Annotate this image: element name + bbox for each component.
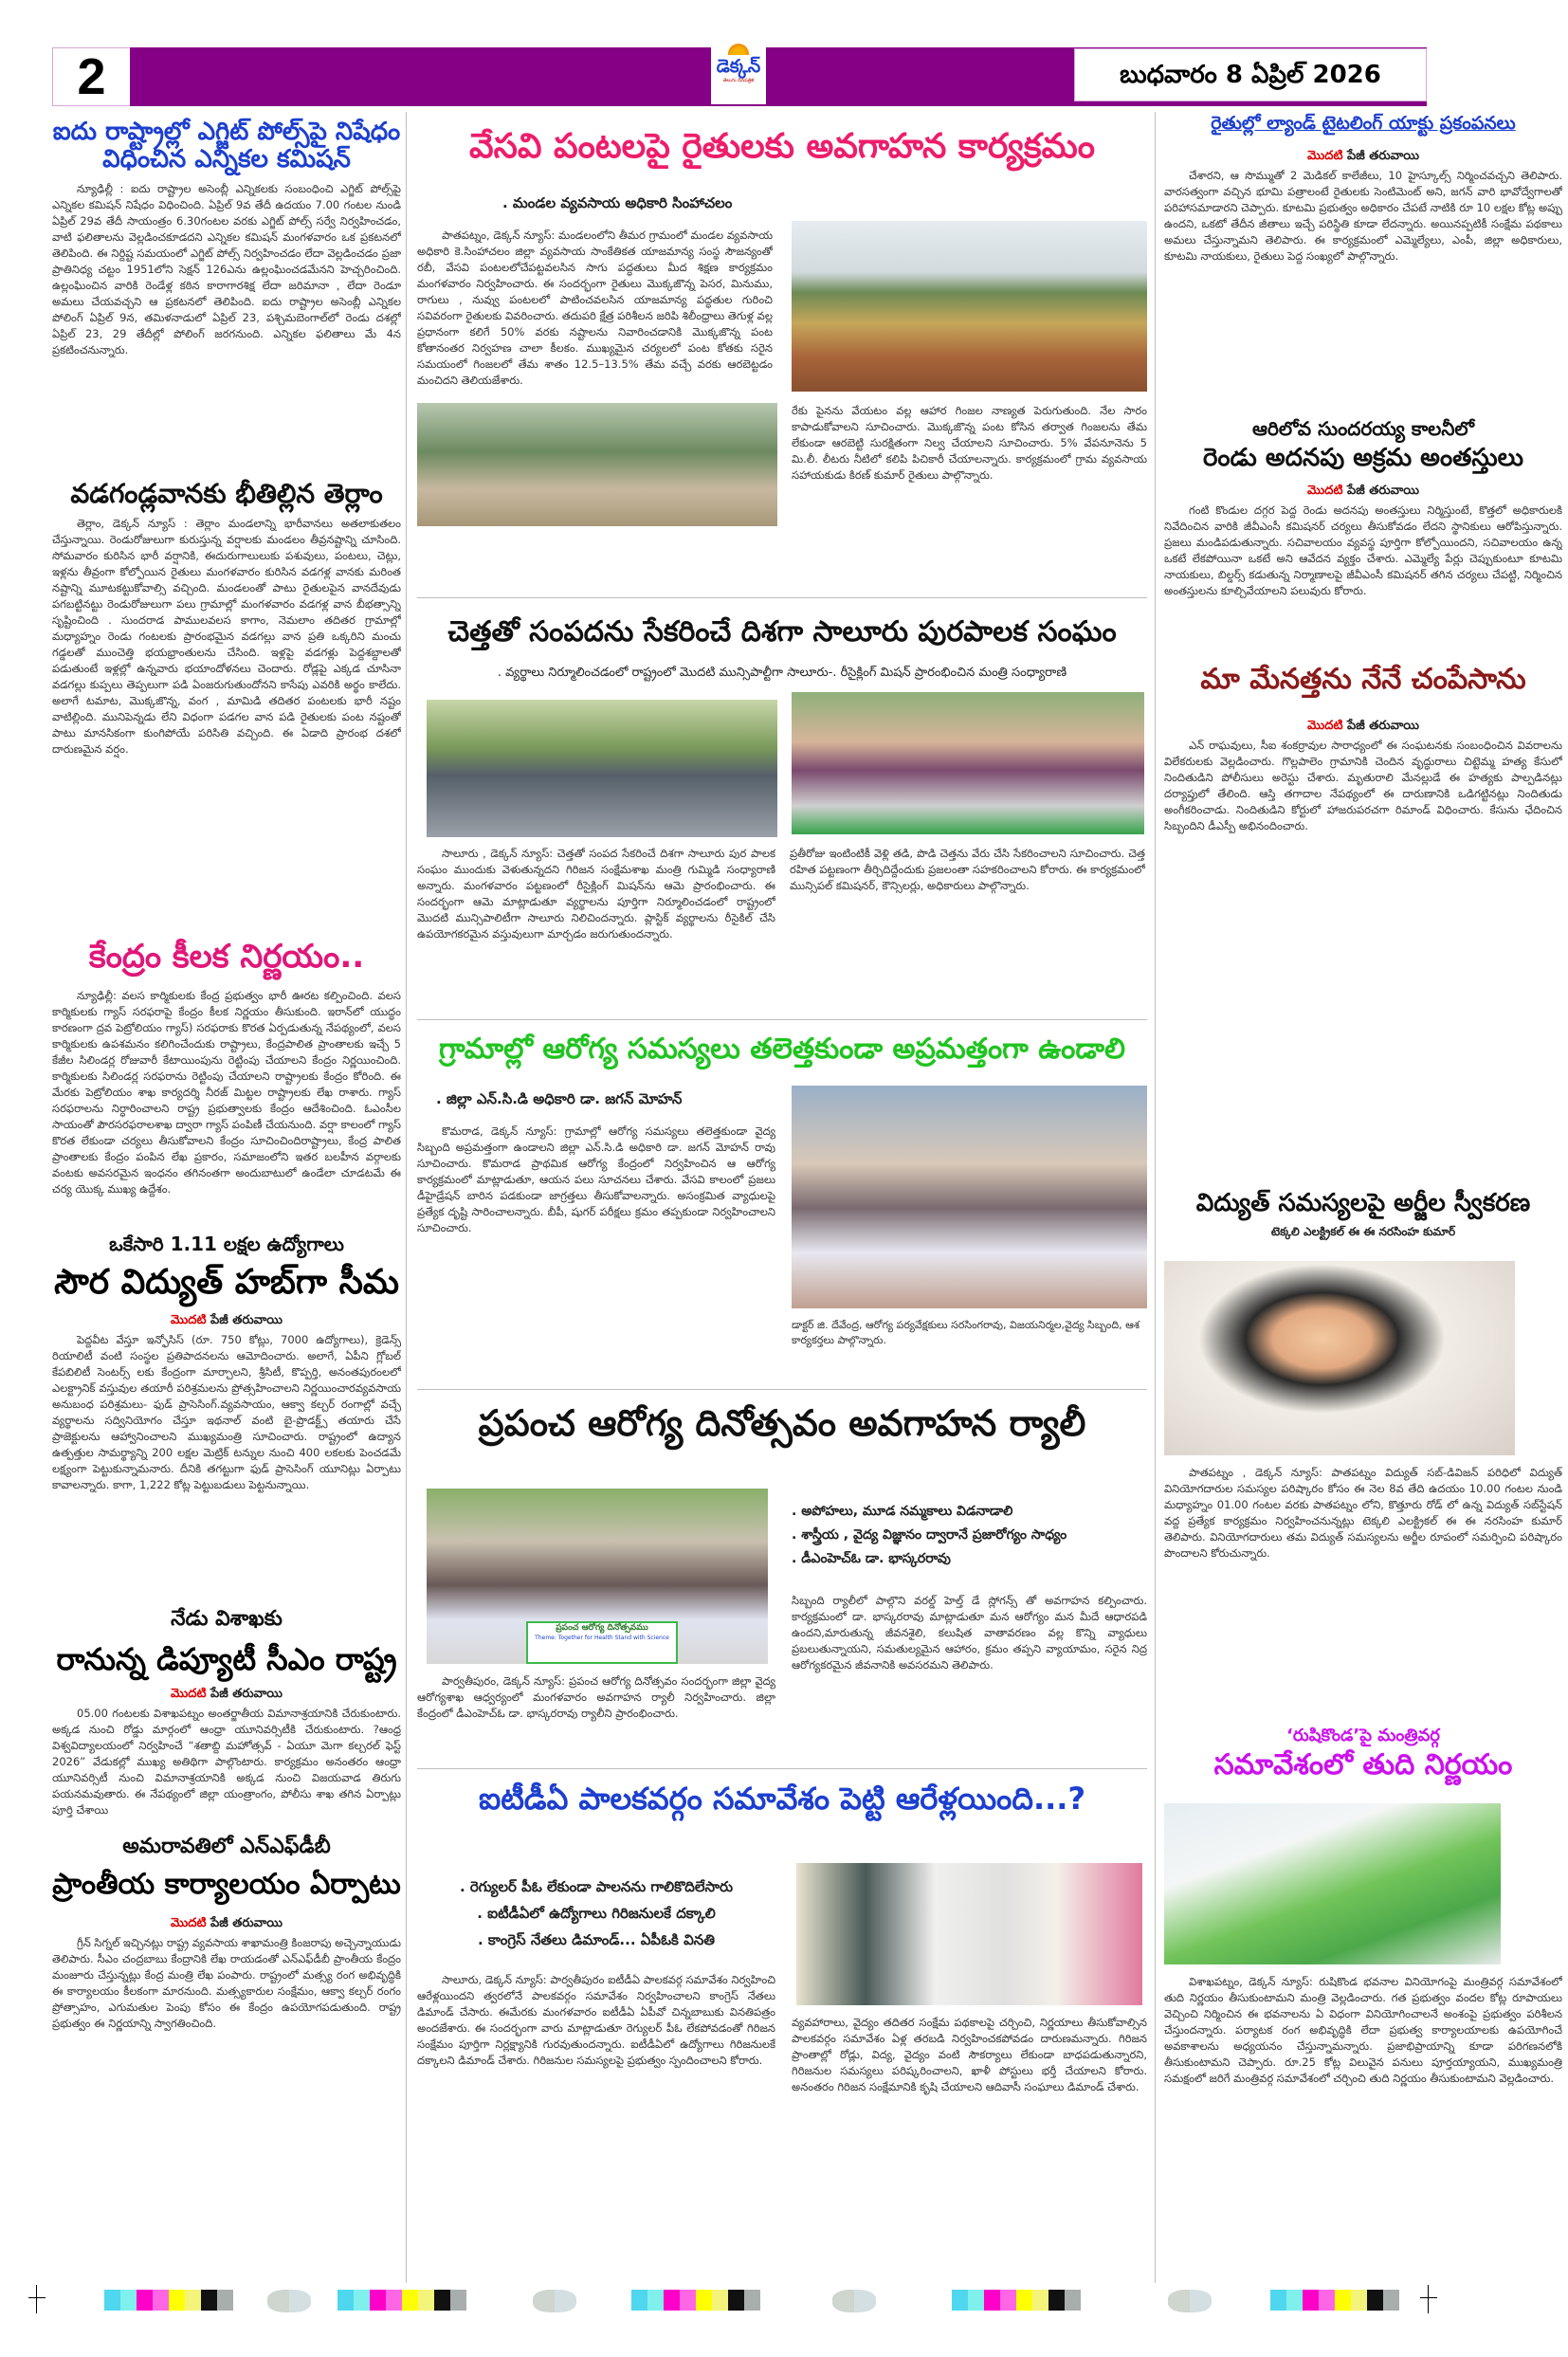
article-body: న్యూఢిల్లీ : ఐదు రాష్ట్రాల అసెంబ్లీ ఎన్నికలకు సంబంధించి ఎగ్జిట్ పోల్స్‌పై ఎన్నికల కమిషన్ నిషేధం విధించింది. ఏప్రిల్ 9వ తేదీ ఉదయం 7.00 గంటల నుండి ఏప్రిల్ 29వ తేదీ సాయంత్రం 6.30గంటల వరకు ఎగ్జిట్ పోల్స్ సర్వే నిర్వహించడం, వాటి ఫలితాలను వెల్లడించకూడదని ఎన్నికల కమిషన్ మంగళవారం ఒక ప్రకటనలో తెలిపింది. ఈ నిర్దిష్ట సమయంలో ఎగ్జిట్ పోల్స్ నిర్వహించడం లేదా వెల్లడించడం ప్రజా ప్రాతినిధ్య చట్టం 1951లోని సెక్షన్ 126ఎను ఉల్లంఘించడమేనని హెచ్చరించింది. ఉల్లంఘించిన వారికి రెండేళ్ల కఠిన కారాగారశిక్ష లేదా జరిమానా , లేదా రెండూ అమలు చేయవచ్చని ఆ ప్రకటనలో తెలిపింది. ఐదు రాష్ట్రాల అసెంబ్లీ ఎన్నికల పోలింగ్ ఏప్రిల్ 9న, తమిళనాడులో ఏప్రిల్ 23, పశ్చిమబెంగాల్‌లో రెండు దశల్లో ఏప్రిల్ 23, 29 తేదీల్లో పోలింగ్ జరగనుంది. ఎన్నికల ఫలితాలు మే 4న ప్రకటించనున్నారు. [52,182,401,357]
gray-balance-patch [1168,2290,1212,2312]
color-swatch [1319,2290,1335,2311]
headline[interactable]: కేంద్రం కీలక నిర్ణయం.. [88,938,365,976]
byline: . జిల్లా ఎన్.సి.డి అధికారి డా. జగన్ మోహన్ [436,1090,683,1107]
color-swatch [968,2290,984,2311]
story-deputy-cm-visit[interactable] [52,1607,401,1819]
article-body: న్యూఢిల్లీ: వలస కార్మికులకు కేంద్ర ప్రభుత్వం భారీ ఊరట కల్పించింది. వలస కార్మికులకు గ్యాస్ సరఫరాపై కేంద్రం కీలక నిర్ణయం తీసుకుంది. ఇరాన్‌లో యుద్ధం కారణంగా ద్రవ పెట్రోలియం గ్యాస్) సరఫరాకు కొరత ఏర్పడుతున్న నేపథ్యంలో, వలస కార్మికులకు ఉపశమనం కలిగించేందుకు రాష్ట్రాలు, కేంద్రపాలిత ప్రాంతాలకు ఇచ్చే 5 కేజీల సిలిండర్ల రోజువారీ కేటాయింపును రెట్టింపు చేయాలని కేంద్రం నిర్ణయించింది. కార్మికులకు సిలిండర్ల సరఫరాను రెట్టింపు చేయాలని రాష్ట్రాలకు కేంద్రం కోరింది. ఈ మేరకు పెట్రోలియం శాఖ కార్యదర్శి నీరజ్ మిట్టల రాష్ట్రాలకు లేఖ రాశారు. గ్యాస్ సరఫరాలను నిర్ధారించాలని రాష్ట్ర ప్రభుత్వాలకు కేంద్రం ఆదేశించింది. ఓఎంసీల సాయంతో పౌరసరఫరాలశాఖ ద్వారా గ్యాస్ పంపిణీ చేయనుంది. వర్షా కాలంలో గ్యాస్ కొరత లేకుండా చర్యలు తీసుకోవాలని కేంద్రం సూచించిందిరాష్ట్రాలు, కేంద్ర పాలిత ప్రాంతాలకు కేంద్రం పంపిన లేఖ ప్రకారం, సమాజంలోని ఇతర బలహీన వర్గాలకు వంటకు అవసరమైన ఇంధనం తగినంతగా అందుబాటులో ఉండేలా చూడటమే ఈ చర్య యొక్క ముఖ్య ఉద్దేశం. [52,989,401,1197]
color-swatch [631,2290,647,2311]
headline[interactable]: వడగండ్లవానకు భీతిల్లిన తెర్లాం [70,478,383,509]
section-divider [417,1019,1147,1020]
color-swatch [664,2290,680,2311]
color-swatch [952,2290,968,2311]
color-swatch [1000,2290,1016,2311]
headline[interactable]: విద్యుత్ సమస్యలపై అర్జీల స్వీకరణ [1195,1189,1531,1217]
continued-from-front: మొదటి పేజీ తరువాయి [1307,484,1419,499]
story-arilova-constructions[interactable] [1164,417,1562,664]
article-body-left: పార్వతీపురం, డెక్కన్ న్యూస్: ప్రపంచ ఆరోగ్య దినోత్సవం సందర్భంగా జిల్లా వైద్య ఆరోగ్యశాఖ ఆధ్వర్యంలో మంగళవారం అవగాహన ర్యాలీ నిర్వహించారు. జిల్లా కేంద్రంలో డీఎంహెచ్ఓ డా. భాస్కరరావు ర్యాలీని ప్రారంభించారు. [417,1674,775,1720]
article-body: కొమరాడ, డెక్కన్ న్యూస్: గ్రామాల్లో ఆరోగ్య సమస్యలు తలెత్తకుండా వైద్య సిబ్బంది అప్రమత్తంగా ఉండాలని జిల్లా ఎన్.సి.డి అధికారి డా. జగన్ మోహన్ రావు సూచించారు. కొమరాడ ప్రాథమిక ఆరోగ్య కేంద్రంలో నిర్వహించిన ఆ ఆరోగ్య కార్యక్రమంలో మాట్లాడుతూ, ఆయన పలు సూచనలు చేశారు. వేసవి కాలంలో ప్రజలు డీహైడ్రేషన్ బారిన పడకుండా జాగ్రత్తలు తీసుకోవాలన్నారు. అసంక్రమిత వ్యాధులపై ప్రత్యేక దృష్టి సారించాలన్నారు. బీపీ, షుగర్ పరీక్షలు క్రమం తప్పకుండా నిర్వహించాలని సూచించారు. [417,1124,775,1234]
color-swatch [680,2290,696,2311]
section-divider [417,1768,1147,1769]
continued-from-front: మొదటి పేజీ తరువాయి [171,1313,283,1328]
gray-balance-patch [533,2290,576,2312]
headline[interactable]: సమావేశంలో తుది నిర్ణయం [1213,1748,1513,1781]
article-body: సిబ్బంది ర్యాలీలో పాల్గొని వరల్డ్ హెల్త్ డే స్లోగన్స్ తో అవగాహన కల్పించారు. కార్యక్రమంలో డా. భాస్కరరావు మాట్లాడుతూ మన ఆరోగ్యం మన మీదే ఆధారపడి ఉందని,మారుతున్న జీవనశైలి, కలుషిత వాతావరణం వల్ల కొన్ని వ్యాధులు ప్రబలుతున్నాయని, సమతుల్యమైన ఆహారం, క్రమం తప్పని వ్యాయామం, సరైన నిద్ర ఆరోగ్యకరమైన జీవనానికి అవసరమని తెలిపారు. [792,1594,1147,1672]
story-village-health[interactable] [417,1032,1147,1346]
article-body: పాతపట్నం, డెక్కన్ న్యూస్: మండలంలోని తీమర గ్రామంలో మండల వ్యవసాయ అధికారి కె.సింహాచలం జిల్లా వ్యవసాయ సాంకేతికత యాజమాన్య సంస్థ సౌజన్యంతో రబీ, వేసవి పంటలలోచేపట్టవలసిన సాగు పద్ధతులు మీద శిక్షణ కార్యక్రమం మంగళవారం నిర్వహించారు. ఈ సందర్భంగా రైతులు మొక్కజొన్న పెసర, మినుము, రాగులు , నువ్వు పంటలలో పాటించవలసిన యాజమాన్య పద్ధతుల గురించి సవివరంగా రైతులకు వివరించారు. తదుపరి క్షేత్ర పరిశీలన జరిపి శిలీంధ్రాలు తెగుళ్ల వల్ల ప్రధానంగా కలిగే 50% వరకు నష్టాలను నివారించడానికి మొక్కజొన్న పంట కోతానంతర నిర్వహణ చాలా కీలకం. ముఖ్యమైన చర్యలలో పంట కోతకు సరైన సమయంలో గింజలలో తేమ శాతం 12.5–13.5% తేమ వచ్చే వరకు ఆరబెట్టడం మంచిదని తెలియజేశారు. [417,228,773,387]
article-body: ఎన్ రాఘవులు, సీఐ శంకర్రావుల సారాధ్యంలో ఈ సంఘటనకు సంబంధించిన వివరాలను విలేకరులకు వెల్లడించారు. గొల్లపాలెం గ్రామానికి చెందిన వృద్ధురాలు చిట్టెమ్మ హత్య కేసులో నిందితుడిని పోలీసులు అరెస్టు చేశారు. మృతురాలి మేనల్లుడే ఈ హత్యకు పాల్పడినట్లు దర్యాప్తులో తేలింది. ఆస్తి తగాదాల నేపథ్యంలో ఈ దారుణానికి ఒడిగట్టినట్లు నిందితుడు అంగీకరించాడు. నిందితుడిని కోర్టులో హాజరుపరచగా రిమాండ్ విధించారు. కేసును ఛేదించిన సిబ్బందిని డీఎస్పీ అభినందించారు. [1164,738,1562,832]
color-swatch [712,2290,728,2311]
column-divider [1155,112,1156,2283]
rally-photo[interactable] [427,1489,768,1664]
print-registration-strip [19,2285,1549,2313]
color-swatch [153,2290,169,2311]
photo-caption: డాక్టర్ జి. దేవేంద్ర, ఆరోగ్య పర్యవేక్షకులు సరసింగరావు, విజయనిర్మల,వైద్య సిబ్బంది, ఆశ కార్యకర్తలు పాల్గొన్నారు. [792,1319,1140,1346]
gray-balance-patch [832,2290,876,2312]
bullet-point: . రెగ్యులర్ పీఓ లేకుండా పాలనను గాలికొదిలేసారు [459,1878,734,1895]
registration-cross-icon [1420,2285,1437,2313]
color-swatch [1048,2290,1065,2311]
headline[interactable]: ఐటీడీఏ పాలకవర్గం సమావేశం పెట్టి ఆరేళ్లయింది...? [478,1781,1086,1817]
story-itda-meeting[interactable] [417,1781,1147,2093]
article-body: తెర్లాం, డెక్కన్ న్యూస్ : తెర్లాం మండలాన్ని భారీవానలు అతలాకుతలం చేస్తున్నాయి. రెండురోజులుగా కురుస్తున్న వర్షాలకు మండలం తీవ్రనష్టాన్ని చూసింది. సోమవారం కురిసిన భారీ వర్షానికి, ఈదురుగాలులుకు పశువులు, పంటలు, చెట్లు, ఇళ్లను తీవ్రంగా కోల్పోయిన రైతులు మంగళవారం కురిసిన వడగళ్ల వానకు మరింత నష్టాన్ని మూటకట్టుకోవాల్సి వచ్చింది. మండలంతో పాటు రైతులపైన వానదేవుడు పగబట్టినట్టు రెండురోజులుగా పలు గ్రామాల్లో మంగళవారం వడగళ్ల వాన బీభత్సాన్ని సృష్టించింది . సుందరాడ పాములవలస కాగాం, నెమలాం తదితర గ్రామాల్లో మధ్యాహ్నం రెండు గంటలకు ప్రారంభమైన వడగల్లు వాన ప్రతి ఒక్కరిని మంచు గడ్డలతో ముంచెత్తి భయభ్రాంతులను చేసింది. ఇళ్లపై వడగళ్లు పెద్దశబ్దాలతో పడుతుంటే ఇళ్లల్లో ఉన్నవారు భయాందోళనలు చెందారు. రోడ్లపై ఎక్కడ చూసినా వడగల్లు కుప్పలు తెప్పలుగా పడి ఏంజరుగుతుందోనని కాసేపు ఎవరికి అర్థం కాలేదు. అలాగే టమాట, మొక్కజొన్న, వంగ , మామిడి తదితర పంటలకు భారీ నష్టం వాటిల్లింది. మునిపెన్నడు లేని విధంగా పడగల వాన పడి రైతులకు పంట నష్టంతో పాటు మానసికంగా కుంగిపోయే పరిసితి వచ్చింది. ఈ ఏడాది ప్రారంభ దశలో దారుణమైన వర్షం. [52,517,401,757]
bullet-point: . డీఎంహెచ్ఓ డా. భాస్కరరావు [792,1551,951,1566]
continued-from-front: మొదటి పేజీ తరువాయి [1307,718,1419,733]
sun-emblem-icon [728,44,749,55]
newspaper-logo[interactable] [711,42,766,104]
color-swatch [1303,2290,1319,2311]
color-swatch [984,2290,1000,2311]
article-body: గంటి కొండుల దగ్గర పెద్ద రెండు అదనపు అంతస్తులు నిర్మిస్తుంటే, కొత్తలో అధికారులకి నివేదించిన వారికి జీవీఎంసీ కమిషనర్ చర్యలు తీసుకోవడం లేదని స్థానికులు ఆరోపిస్తున్నారు. ప్రజలు మండిపడుతున్నారు. సచివాలయం వ్యవస్థ పూర్తిగా కోల్పోయిందని, సచివాలయం ఉన్న ఒకటే లేకపోయినా ఒకటే అని ఆవేదన వ్యక్తం చేశారు. ఎమ్మెల్యే పేర్లు చెప్పుకుంటూ కూటమి నాయకులు, బిల్డర్స్ కడుతున్న నిర్మాణాలపై జీవీఎంసీ కమిషనర్ తగిన చర్యలు చేపట్టి, నిర్మించిన అంతస్తులను కూల్చివేయాలని పలువురు కోరారు. [1164,503,1562,598]
headline[interactable]: సౌర విద్యుత్ హబ్‌గా సీమ [54,1263,399,1302]
story-health-rally[interactable] [417,1402,1147,1720]
color-swatch [169,2290,185,2311]
headline[interactable]: చెత్తతో సంపదను సేకరించే దిశగా సాలూరు పురపాలక సంఘం [447,615,1117,649]
color-swatch [337,2290,354,2311]
kicker: ఆరిలోవ సుందరయ్య కాలనీలో [1252,417,1474,440]
article-body: విశాఖపట్నం, డెక్కన్ న్యూస్: రుషికొండ భవనాల వినియోగంపై మంత్రివర్గ సమావేశంలో తుది నిర్ణయం తీసుకుంటామని మంత్రి వెల్లడించారు. గత ప్రభుత్వం వందల కోట్ల రూపాయలు వెచ్చించి నిర్మించిన ఈ భవనాలను ఏ విధంగా వినియోగించాలనే అంశంపై ప్రభుత్వం పరిశీలన చేస్తుందన్నారు. పర్యాటక రంగ అభివృద్ధికి లేదా ప్రభుత్వ కార్యాలయాలకు ఉపయోగించే అవకాశాలను అధ్యయనం చేస్తున్నామన్నారు. ప్రజాభిప్రాయాన్ని కూడా పరిగణనలోకి తీసుకుంటామని చెప్పారు. రూ.25 కోట్ల విలువైన పనులు పూర్తయ్యాయని, ముఖ్యమంత్రి సమక్షంలో జరిగే మంత్రివర్గ సమావేశంలో చర్చించి తుది నిర్ణయం తీసుకుంటామని వెల్లడించారు. [1164,1975,1562,2085]
kicker: నేడు విశాఖకు [171,1607,283,1631]
headline[interactable]: ఐదు రాష్ట్రాల్లో ఎగ్జిట్ పోల్స్‌పై నిషేధం విధించిన ఎన్నికల కమిషన్ [52,118,401,174]
color-swatch [744,2290,760,2311]
farmers-field-photo[interactable] [792,221,1147,392]
kicker: అమరావతిలో ఎన్‌ఎఫ్‌డీబీ [122,1835,331,1858]
color-swatch [1032,2290,1048,2311]
article-body: పాతపట్నం , డెక్కన్ న్యూస్: పాతపట్నం విద్యుత్ సబ్-డివిజన్ పరిధిలో విద్యుత్ వినియోగదారుల సమస్యల పరిష్కారం కోసం ఈ నెల 8వ తేది ఉదయం 10.00 గంటల నుండి మధ్యాహ్నం 01.00 గంటల వరకు పాతపట్నం లోని, కొత్తూరు రోడ్ లో ఉన్న విద్యుత్ సబ్‌స్టేషన్ వద్ద ప్రత్యేక కార్యక్రమం నిర్వహించనున్నట్లు టెక్కలి ఎలక్ట్రికల్ ఈ ఈ నరసింహ కుమార్ తెలిపారు. వినియోగదారులు తమ విద్యుత్ సమస్యలను అర్జీల రూపంలో సమర్పించి పరిష్కారం పొందాలని కోరుచున్నారు. [1164,1466,1562,1560]
logo-text: డెక్కన్ [716,56,761,77]
story-centre-decision[interactable] [52,939,401,1225]
headline[interactable]: ప్రపంచ ఆరోగ్య దినోత్సవం అవగాహన ర్యాలీ [478,1402,1086,1444]
headline[interactable]: ప్రాంతీయ కార్యాలయం ఏర్పాటు [52,1868,401,1901]
training-session-photo[interactable] [417,403,777,526]
color-swatch [1270,2290,1286,2311]
edition-date: బుధవారం 8 ఏప్రిల్ 2026 [1074,48,1427,101]
article-body-continued: రేకు పైనను వేయటం వల్ల ఆహార గింజల నాణ్యత పెరుగుతుంది. నేల సారం కాపాడుకోవాలని సూచించారు. మొక్కజొన్న పంట కోసిన తర్వాత గింజలను తేమ లేకుండా ఆరబెట్టి సురక్షితంగా నిల్వ చేయాలని సూచించారు. 5% వేపనూనెను 5 మి.లీ. లీటరు నీటిలో కలిపి పిచికారీ చేయాలన్నారు. కార్యక్రమంలో గ్రామ వ్యవసాయ సహాయకుడు కిరణ్ కుమార్ రైతులు పాల్గొన్నారు. [792,404,1147,482]
story-summer-crops[interactable] [417,127,1147,482]
bullet-point: . అపోహలు, మూడ నమ్మకాలు విడనాడాలి [792,1504,1013,1519]
story-salur-recycling[interactable] [417,615,1147,941]
masthead [52,47,1427,104]
color-swatch [104,2290,120,2311]
story-terlam-hailstorm[interactable] [52,479,401,848]
bullet-point: . కాంగ్రెస్ నేతలు డిమాండ్... ఏపీఓకి వినతి [477,1931,716,1948]
headline[interactable]: వేసవి పంటలపై రైతులకు అవగాహన కార్యక్రమం [469,127,1095,166]
color-swatch [434,2290,450,2311]
kicker: ‘రుషికొండ’పై మంత్రివర్గ [1286,1726,1440,1745]
color-swatch [402,2290,418,2311]
headline[interactable]: రైతుల్లో ల్యాండ్ టైటలింగ్ యాక్టు ప్రకంపనలు [1211,113,1516,134]
registration-cross-icon [28,2285,46,2313]
color-swatch [450,2290,466,2311]
color-swatch [386,2290,402,2311]
color-swatch [185,2290,201,2311]
bullet-point: . శాస్త్రీయ , వైద్య విజ్ఞానం ద్వారానే ప్రజారోగ్యం సాధ్యం [792,1527,1067,1543]
rally-banner: ప్రపంచ ఆరోగ్య దినోత్సవము Theme: Together for Health Stand with Science [526,1621,678,1664]
continued-from-front: మొదటి పేజీ తరువాయి [171,1915,283,1930]
article-body: సాలూరు , డెక్కన్ న్యూస్: చెత్తతో సంపద సేకరించే దిశగా సాలూరు పుర పాలక సంఘం ముందుకు వెళుతున్నదని గిరిజన సంక్షేమశాఖ మంత్రి గుమ్మిడి సంధ్యారాణి అన్నారు. మంగళవారం పట్టణంలో రీసైక్లింగ్ మిషన్‌ను ఆమె ప్రారంభించారు. ఈ సందర్భంగా ఆమె మాట్లాడుతూ వ్యర్థాలను పూర్తిగా నిర్మూలించడంలో రాష్ట్రంలో మొదటి మున్సిపాలిటీగా సాలూరు నిలిచిందన్నారు. ప్లాస్టిక్ వ్యర్థాలను రీసైకిల్ చేసి ఉపయోగకరమైన వస్తువులుగా మార్చడం జరుగుతుందన్నారు. [417,847,775,941]
color-swatch [1351,2290,1367,2311]
story-land-titling[interactable] [1164,114,1562,410]
article-body-continued: ప్రతీరోజు ఇంటింటికీ వెళ్లి తడి, పొడి చెత్తను వేరు చేసి సేకరించాలని సూచించారు. చెత్త రహిత పట్టణంగా తీర్చిదిద్దేందుకు ప్రజలంతా సహకరించాలని కోరారు. ఈ కార్యక్రమంలో మున్సిపల్ కమిషనర్, కౌన్సిలర్లు, అధికారులు పాల్గొన్నారు. [790,847,1145,892]
bullet-point: . ఐటీడీఏలో ఉద్యోగాలు గిరిజనులకే దక్కాలి [477,1905,716,1922]
subhead: . వ్యర్థాలు నిర్మూలించడంలో రాష్ట్రంలో మొదటి మున్సిపాల్టీగా సాలూరు-. రీసైక్లింగ్ మిషన్ ప్రారంభించిన మంత్రి సంధ్యారాణి [497,665,1067,680]
color-swatch [1383,2290,1399,2311]
congress-memorandum-photo[interactable] [796,1863,1142,2005]
article-body: చేశారని, ఆ సొమ్ముతో 2 మెడికల్ కాలేజీలు, 10 హైస్కూల్స్ నిర్మించవచ్చని తెలిపారు. వారసత్వంగా వచ్చిన భూమి పత్రాలంటే రైతులకు సెంటిమెంట్ అని, జగన్ వారి భావోద్వేగాలతో పరిహాసమాడారని చెప్పారు. కూటమి ప్రభుత్వం అధికారం చేపటే నాటికి రూ 10 లక్షల కోట్ల అప్పు ఉందని, ఒకటో తేదీన జీతాలు ఇచ్చే పరిస్థితి కూడా లేదన్నారు. అయినప్పటికీ సంక్షేమ పథకాలు అమలు చేస్తున్నామని తెలిపారు. ఈ కార్యక్రమంలో ఎమ్మెల్యేలు, ఎంపీ, జిల్లా అధికారులు, కూటమి నాయకులు, రైతులు పెద్ద సంఖ్యలో పాల్గొన్నారు. [1164,169,1562,264]
story-nfdb-office[interactable] [52,1835,401,2210]
color-swatch [217,2290,233,2311]
article-body: పెద్దవీట వేస్తూ ఇన్ఫోసిస్ (రూ. 750 కోట్లు, 7000 ఉద్యోగాలు), క్రెడెన్స్ రియాలిటీ వంటి సంస్థల ప్రతిపాదనలను ఆమోదించారు. అలాగే, ఏపీని గ్లోబల్ కేపబిలిటీ సెంటర్స్ లకు కేంద్రంగా మార్చాలని, శ్రీసిటీ, కొప్పర్తి, అనంతపురంలలో ఎలక్ట్రానిక్ వస్తువుల తయారీ పరిశ్రమలను ప్రోత్సహించాలని నిర్ణయించారవ్యవసాయ అనుబంధ పరిశ్రమలు- ఫుడ్ ప్రాసెసింగ్.వ్యవసాయం, ఆక్వా కల్చర్ రంగాల్లో వచ్చే వ్యర్థాలను సద్వినియోగం చేస్తూ ఇథనాల్ వంటి బై-ప్రొడక్ట్స్ తయారు చేసే ప్రాజెక్టులను ఆహ్వానించాలని ముఖ్యమంత్రి సూచించారు. రాష్ట్రంలో ఉద్యాన ఉత్పత్తుల సామర్థ్యాన్ని 200 లక్షల మెట్రిక్ టన్నుల నుంచి 400 లకలకు పెంచడమే లక్ష్యంగా పెట్టుకున్నామనారు. దీనికి తగట్టుగా ఫుడ్ ప్రాసెసింగ్ యూనిట్లు ఏర్పాటు కావాలన్నారు. కాగా, 1,222 కోట్ల పెట్టుబడులు పెట్టనున్నాయి. [52,1333,401,1492]
rushikonda-buildings-photo[interactable] [1164,1803,1501,1964]
article-body: గ్రీన్ సిగ్నల్ ఇచ్చినట్లు రాష్ట్ర వ్యవసాయ శాఖామంత్రి కింజరాపు అచ్చెన్నాయుడు తెలిపారు. సీఎం చంద్రబాబు కేంద్రానికి లేఖ రాయడంతో ఎన్‌ఎఫ్‌డీబీ ప్రాంతీయ కేంద్రం మంజూరు చేస్తున్నట్లు కేంద్ర మంత్రి లేఖ పంపారు. రాష్ట్రంలో మత్స్య రంగ అభివృద్ధికి ఈ కార్యాలయం కీలకంగా మారనుంది. మత్స్యకారుల సంక్షేమం, ఆక్వా కల్చర్ రంగం ప్రోత్సాహం, ఎగుమతుల పెంపు కోసం ఈ కేంద్రం ఉపయోగపడుతుంది. రాష్ట్ర ప్రభుత్వం ఈ నిర్ణయాన్ని స్వాగతించింది. [52,1935,401,2030]
story-rushikonda[interactable] [1164,1726,1562,2085]
health-meeting-photo[interactable] [792,1086,1147,1308]
section-divider [417,1389,1147,1390]
color-swatch [354,2290,370,2311]
story-electricity-grievances[interactable] [1164,1189,1562,1560]
color-swatch [201,2290,217,2311]
continued-from-front: మొదటి పేజీ తరువాయి [1307,149,1419,164]
color-swatch [728,2290,744,2311]
color-swatch [1286,2290,1303,2311]
column-divider [406,112,407,2283]
story-bullets [417,1873,775,1958]
story-exit-polls[interactable] [52,119,401,456]
headline[interactable]: గ్రామాల్లో ఆరోగ్య సమస్యలు తలెత్తకుండా అప్రమత్తంగా ఉండాలి [439,1032,1125,1066]
headline[interactable]: రెండు అదనపు అక్రమ అంతస్తులు [1202,444,1524,472]
story-murder-confession[interactable] [1164,664,1562,1183]
headline[interactable]: రానున్న డిప్యూటీ సీఎం రాష్ట్ర [56,1641,397,1677]
color-swatch [1335,2290,1351,2311]
color-swatch [120,2290,137,2311]
gray-balance-patch [267,2290,311,2312]
color-swatch [1065,2290,1081,2311]
page-number: 2 [52,47,130,106]
article-body: 05.00 గంటలకు విశాఖపట్నం అంతర్జాతీయ విమానాశ్రయానికి చేరుకుంటారు. అక్కడ నుంచి రోడ్డు మార్గంలో ఆంధ్రా యూనివర్సిటీకి చేరుకుంటారు. ?ఆంధ్ర విశ్వవిద్యాలయంలో నిర్వహించే “శతాబ్ది మహోత్సవ్ - ఏయూ మెగా కల్చరల్ ఫెస్ట్ 2026” వేడుకల్లో ముఖ్య అతిథిగా పాల్గొంటారు. కార్యక్రమం అనంతరం ఆంధ్రా యూనివర్సిటీ నుంచి విమానాశ్రయానికి అక్కడ నుంచి విజయవాడ తిరుగు పయనమవుతారు. ఈ నేపథ్యంలో జిల్లా యంత్రాంగం, పోలీసు శాఖ తగిన ఏర్పాట్లు పూర్తి చేశాయి [52,1706,401,1817]
color-swatch [418,2290,434,2311]
logo-subtitle: తెలుగు దినపత్రిక [722,78,755,83]
kicker: ఒకేసారి 1.11 లక్షల ఉద్యోగాలు [109,1233,344,1255]
minister-launch-photo[interactable] [792,692,1144,834]
byline: . మండల వ్యవసాయ అధికారి సింహాచలం [502,194,733,211]
color-swatch [696,2290,712,2311]
color-swatch [647,2290,664,2311]
article-body: సాలూరు, డెక్కన్ న్యూస్: పార్వతీపురం ఐటీడీఏ పాలకవర్గ సమావేశం నిర్వహించి ఆరేళ్లయిందని త్వరలోనే పాలకవర్గం సమావేశం నిర్వహించాలని కాంగ్రెస్ నేతలు డిమాండ్ చేసారు. ఈమేరకు మంగళవారం ఐటీడీఏ ఏపీవో చిన్నబాబుకు వినతిపత్రం అందజేశారు. ఈ సందర్భంగా వారు మాట్లాడుతూ రెగ్యులర్ పీఓ లేకపోవడంతో గిరిజన సంక్షేమం పూర్తిగా నిర్లక్ష్యానికి గురవుతుందన్నారు. ఐటీడీఏలో ఉద్యోగాలు గిరిజనులకే దక్కాలని డిమాండ్ చేశారు. గిరిజనుల సమస్యలపై ప్రభుత్వం స్పందించాలని కోరారు. [417,1973,775,2067]
continued-from-front: మొదటి పేజీ తరువాయి [171,1686,283,1701]
headline[interactable]: మా మేనత్తను నేనే చంపేసాను [1200,663,1526,696]
article-body-continued: వ్యవహారాలు, వైద్యం తదితర సంక్షేమ పథకాలపై చర్చించి, నిర్ణయాలు తీసుకోవాల్సిన పాలకవర్గం సమావేశం ఏళ్ల తరబడి నిర్వహించకపోవడం దారుణమన్నారు. గిరిజన ప్రాంతాల్లో రోడ్లు, విద్య, వైద్యం వంటి సౌకర్యాలు లేకుండా బాధపడుతున్నారని, గిరిజనుల సమస్యలు పరిష్కరించాలని, ఖాళీ పోస్టులు భర్తీ చేయాలని కోరారు. అనంతరం గిరిజన సంక్షేమానికి కృషి చేయాలని ఆదివాసీ సంఘాలు డిమాండ్ చేశారు. [792,2016,1147,2093]
color-swatch [1016,2290,1032,2311]
story-bullets [792,1498,1147,1575]
color-swatch [1367,2290,1383,2311]
section-divider [417,597,1147,598]
color-swatch [370,2290,386,2311]
recycling-machine-photo[interactable] [427,700,777,837]
story-solar-hub[interactable] [52,1233,401,1517]
color-swatch [137,2290,153,2311]
byline: టెక్కలి ఎలక్ట్రికల్ ఈ ఈ నరసింహ కుమార్ [1270,1225,1456,1239]
officer-portrait-photo[interactable] [1164,1261,1515,1455]
